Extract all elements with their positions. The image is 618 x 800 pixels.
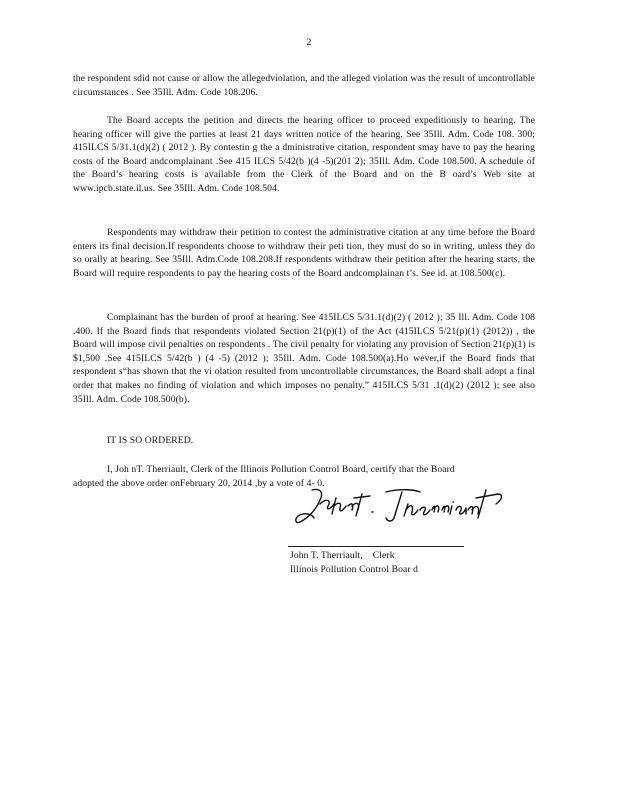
signature-name-block [290,549,395,563]
paragraph-withdraw-petition: Respondents may withdraw their petition to contest the administrative citation at any time before the Board enters its final decision.If respondents choose to withdraw their peti tion, they must do so in writing, unless they do so orally at hearing. See 35Ill. Adm.Code 108.208.If respondents withdraw their petition after the hearing starts, the Board will require respondents to pay the hearing costs of the Board andcomplainan t’s. See id. at 108.500(c). [73,227,535,279]
board-name: Illinois Pollution Control Boar d [290,564,419,575]
certification-line-1: I, Joh nT. Therriault, Clerk of the Illinois Pollution Control Board, certify that the Board [107,464,455,475]
certification-line-2: adopted the above order onFebruary 20, 2014 ,by a vote of 4- 0. [73,478,325,489]
paragraph-hearing-officer: The Board accepts the petition and directs the hearing officer to proceed expeditiously to hearing. The hearing officer will give the parties at least 21 days written notice of the hearing. See 35Ill. Adm. Code 108. 300; 415ILCS 5/31.1(d)(2) ( 2012 ). By contestin g the a dministrative citation, respondent smay have to pay the hearing costs of the Board andcomplainant .See 415 ILCS 5/42(b )(4 -5)(201 2); 35Ill. Adm. Code 108.500. A schedule of the Board’s hearing costs is available from the Clerk of the Board and on the B oard’s Web site at www.ipcb.state.il.us. See 35Ill. Adm. Code 108.504. [73,115,535,194]
page-number: 2 [306,37,312,48]
signature-rule [288,546,464,547]
handwritten-signature [290,484,510,530]
paragraph-uncontrollable-circumstances: the respondent sdid not cause or allow the allegedviolation, and the alleged violation was the result of uncontrollable circumstances . See 35Ill. Adm. Code 108.206. [73,73,535,98]
clerk-title: Clerk [372,550,395,561]
clerk-name: John T. Therriault, [290,550,363,561]
so-ordered-line: IT IS SO ORDERED. [107,435,194,446]
paragraph-burden-of-proof: Complainant has the burden of proof at hearing. See 415ILCS 5/31.1(d)(2) ( 2012 ); 35 Ill. Adm. Code 108 .400. If the Board finds that respondents violated Section 21(p)(1) of the Act (415ILCS 5/21(p)(1) (2012)) , the Board will impose civil penalties on respondents . The civil penalty for violating any provision of Section 21(p)(1) is $1,500 .See 415ILCS 5/42(b ) (4 -5) (2012 ); 35Ill. Adm. Code 108.500(a).Ho wever,if the Board finds that respondent s“has shown that the vi olation resulted from uncontrollable circumstances, the Board shall adopt a final order that makes no finding of violation and which imposes no penalty.” 415ILCS 5/31 .1(d)(2) (2012 ); see also 35Ill. Adm. Code 108.500(b). [73,312,535,405]
